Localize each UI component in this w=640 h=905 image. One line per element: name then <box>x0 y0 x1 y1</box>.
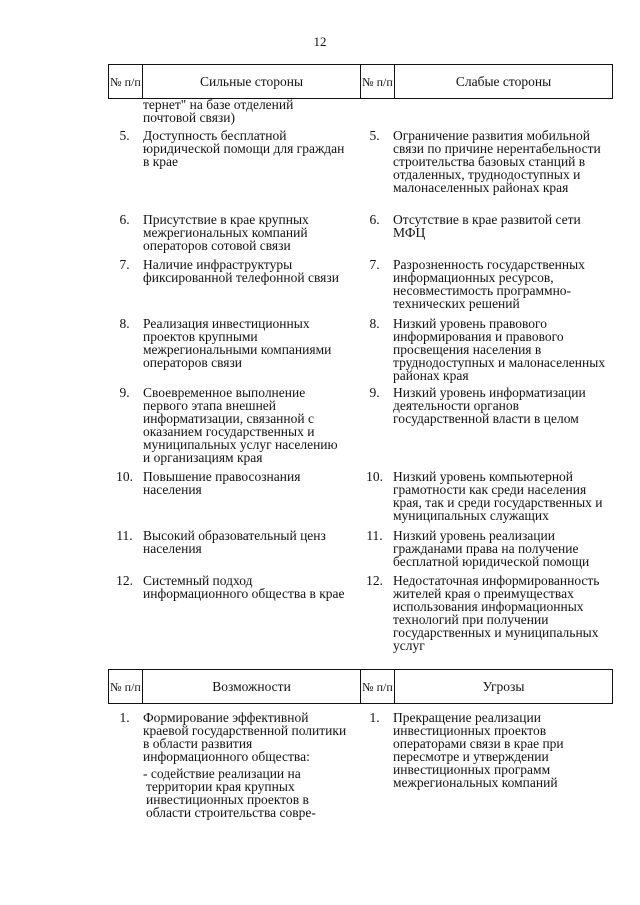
table1-header <box>108 64 613 99</box>
weakness-text: Разрозненность государственных информационных ресурсов, несовместимость программно-технических решений <box>393 257 585 311</box>
strength-text: Наличие инфраструктуры фиксированной телефонной связи <box>143 257 339 285</box>
weakness-text: Низкий уровень правового информирования и правового просвещения населения в труднодоступных и малонаселенных районах края <box>393 316 606 383</box>
row-number-2: 11. <box>366 528 383 543</box>
table2-header-num: № п/п <box>109 670 143 703</box>
row-number: 10. <box>116 469 133 484</box>
row-number-2: 7. <box>369 257 380 272</box>
table-row <box>108 574 611 652</box>
row-number-2: 12. <box>366 573 383 588</box>
table-row <box>108 470 611 522</box>
table2-header-num2: № п/п <box>361 670 395 703</box>
table-row <box>108 317 611 382</box>
row-number-2: 6. <box>369 212 380 227</box>
row-number-2: 5. <box>369 128 380 143</box>
strength-text: Своевременное выполнение первого этапа внешней информатизации, связанной с оказанием государственных и муниципальных услуг населению и организациям края <box>143 385 338 465</box>
weakness-text: Низкий уровень компьютерной грамотности как среди населения края, так и среди государственных и муниципальных служащих <box>393 469 603 523</box>
strength-text: Высокий образовательный ценз населения <box>143 528 326 556</box>
weakness-text: Отсутствие в крае развитой сети МФЦ <box>393 212 581 240</box>
weakness-text: Низкий уровень реализации гражданами права на получение бесплатной юридической помощи <box>393 528 590 569</box>
table-row <box>108 258 611 310</box>
strength-text: Системный подход информационного общества в крае <box>143 573 345 601</box>
table-row <box>108 386 611 464</box>
table-row <box>108 129 611 194</box>
threat-text: Прекращение реализации инвестиционных проектов операторами связи в крае при пересмотре и утверждении инвестиционных программ межрегиональных компаний <box>393 710 564 790</box>
row-number: 5. <box>119 128 130 143</box>
strength-text: Доступность бесплатной юридической помощи для граждан в крае <box>143 128 345 169</box>
opportunity-text: Формирование эффективной краевой государственной политики в области развития информационного общества: <box>143 710 347 764</box>
row-number: 6. <box>119 212 130 227</box>
row-number: 7. <box>119 257 130 272</box>
weakness-text: Ограничение развития мобильной связи по причине нерентабельности строительства базовых станций в отдаленных, труднодоступных и малонаселенных районах края <box>393 128 601 195</box>
table1-continued-row <box>108 98 611 124</box>
row-number-2: 1. <box>369 710 380 725</box>
row-number: 8. <box>119 316 130 331</box>
table-row <box>108 711 611 819</box>
strength-text: Повышение правосознания населения <box>143 469 301 497</box>
weakness-text: Недостаточная информированность жителей края о преимуществах использования информационных технологий при получении государственных и муниципальных услуг <box>393 573 600 653</box>
continued-text: тернет" на базе отделений почтовой связи) <box>143 97 294 125</box>
row-number-2: 10. <box>366 469 383 484</box>
table-row <box>108 529 611 568</box>
table2-header-threats: Угрозы <box>482 678 525 694</box>
row-number-2: 8. <box>369 316 380 331</box>
table1-header-num: № п/п <box>109 65 143 98</box>
table1-header-weaknesses: Слабые стороны <box>455 73 552 89</box>
table1-header-strengths: Сильные стороны <box>143 65 361 98</box>
weakness-text: Низкий уровень информатизации деятельности органов государственной власти в целом <box>393 385 586 426</box>
row-number: 11. <box>116 528 133 543</box>
row-number-2: 9. <box>369 385 380 400</box>
strength-text: Присутствие в крае крупных межрегиональных компаний операторов сотовой связи <box>143 212 309 253</box>
table2-header <box>108 669 613 704</box>
strength-text: Реализация инвестиционных проектов крупными межрегиональными компаниями операторов связи <box>143 316 332 370</box>
opportunity-subitem: - содействие реализации на территории края крупных инвестиционных проектов в области строительства совре- <box>143 766 316 820</box>
table-row <box>108 213 611 252</box>
row-number: 9. <box>119 385 130 400</box>
page-number: 12 <box>313 34 327 49</box>
row-number: 12. <box>116 573 133 588</box>
row-number: 1. <box>119 710 130 725</box>
table1-header-num2: № п/п <box>361 65 395 98</box>
table2-header-opportunities: Возможности <box>143 670 361 703</box>
